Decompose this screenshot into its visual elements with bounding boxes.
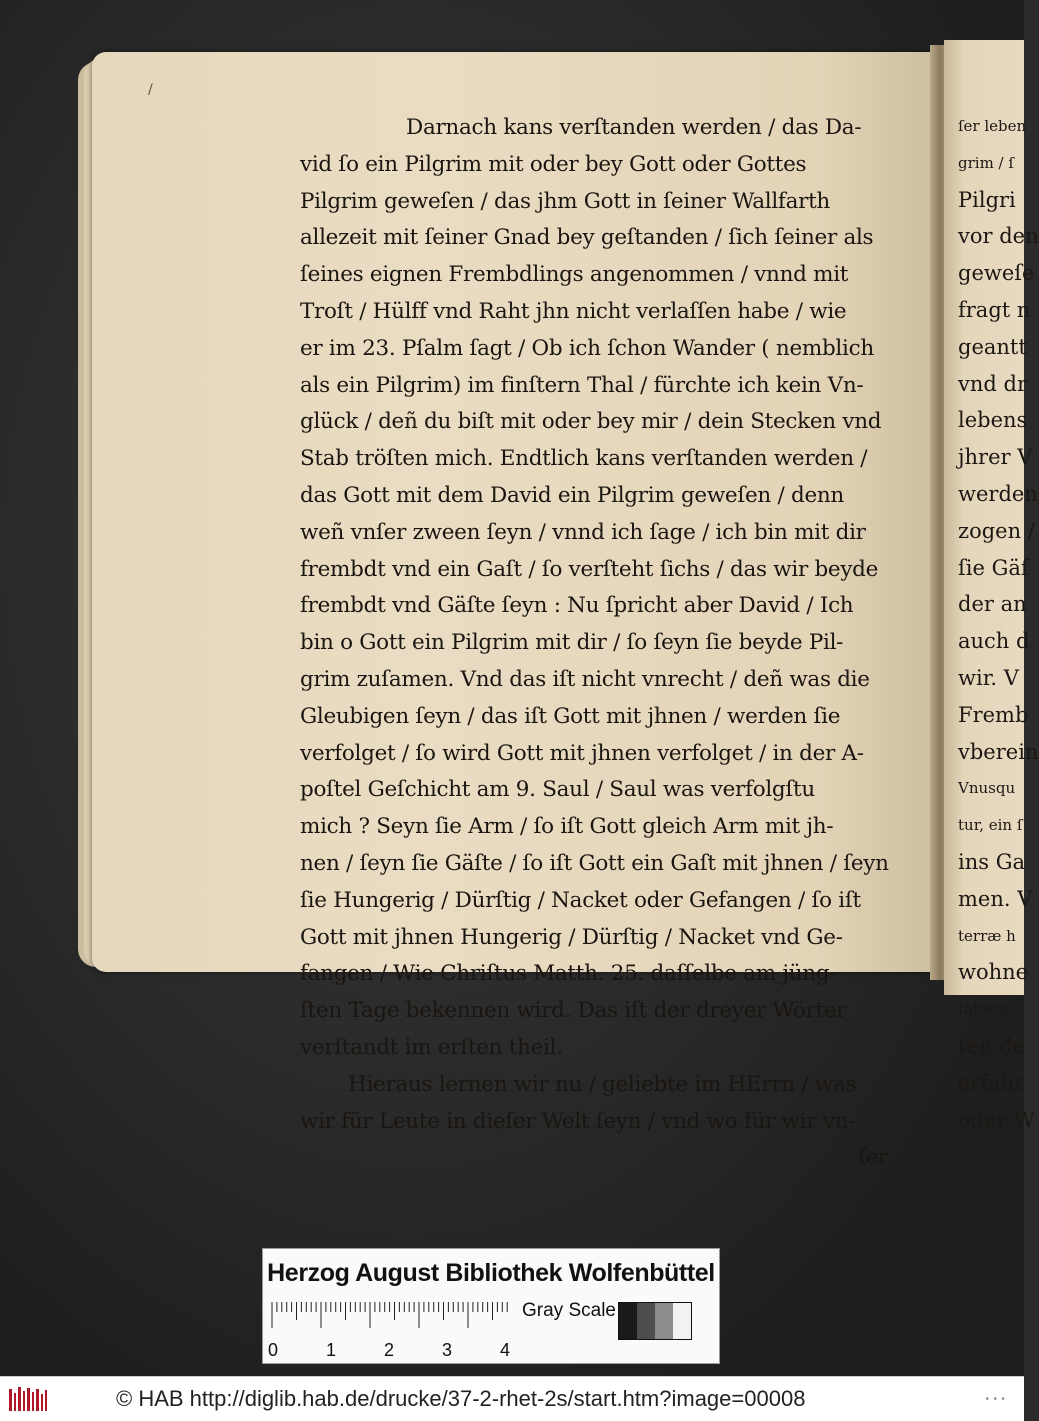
copyright-url[interactable]: © HAB http://diglib.hab.de/drucke/37-2-rhet-2s/start.htm?image=00008 bbox=[116, 1386, 806, 1411]
text-line: verſtandt im erſten theil. bbox=[300, 1034, 563, 1060]
text-line: das Gott mit dem David ein Pilgrim geweſen / denn bbox=[300, 482, 844, 508]
text-line: grim zuſamen. Vnd das iſt nicht vnrecht / deñ was die bbox=[300, 666, 870, 692]
gray-patch bbox=[655, 1303, 673, 1339]
next-page-line: werden bbox=[958, 481, 1038, 506]
next-page-line: der an bbox=[958, 592, 1027, 617]
ruler-number: 0 bbox=[268, 1340, 279, 1360]
ruler-number: 3 bbox=[442, 1340, 453, 1360]
ruler-number: 2 bbox=[384, 1340, 395, 1360]
ruler-number: 1 bbox=[326, 1340, 337, 1360]
text-line: bin o Gott ein Pilgrim mit dir / ſo ſeyn ſie beyde Pil- bbox=[300, 630, 844, 656]
next-page-line: tabern. bbox=[958, 1000, 1014, 1019]
text-line: poſtel Geſchicht am 9. Saul / Saul was verfolgſtu bbox=[300, 777, 815, 803]
text-line: allezeit mit ſeiner Gnad bey geſtanden / ſich ſeiner als bbox=[300, 225, 874, 251]
ruler-number: 4 bbox=[500, 1340, 511, 1360]
next-page-line: wir. V bbox=[958, 665, 1019, 690]
text-line: er im 23. Pſalm ſagt / Ob ich ſchon Wander ( nemblich bbox=[300, 335, 874, 361]
next-page-line: ſie Gäſ bbox=[958, 555, 1029, 580]
text-line: Troſt / Hülff vnd Raht jhn nicht verlaſſen habe / wie bbox=[300, 298, 847, 324]
next-page-line: vberein bbox=[958, 739, 1039, 764]
text-line: ſten Tage bekennen wird. Das iſt der dreyer Wörter bbox=[300, 998, 847, 1024]
next-page-line: geweſe bbox=[958, 261, 1035, 286]
next-page-line: erfahr bbox=[958, 1070, 1025, 1095]
text-line: Hieraus lernen wir nu / geliebte im HErrn / was bbox=[348, 1071, 857, 1097]
text-line: Darnach kans verſtanden werden / das Da- bbox=[406, 115, 862, 140]
text-line: ſer bbox=[857, 1145, 888, 1171]
next-page-line: men. V bbox=[958, 886, 1033, 911]
ruler-ticks bbox=[270, 1300, 514, 1330]
next-page-line: tur, ein ſ bbox=[958, 816, 1023, 835]
next-page-line: vnd dr bbox=[958, 371, 1027, 396]
next-page-line: Pilgri bbox=[958, 187, 1016, 212]
next-page-line: zogen / bbox=[958, 518, 1035, 543]
text-line: Stab tröſten mich. Endtlich kans verſtanden werden / bbox=[300, 446, 868, 472]
gray-scale-label: Gray Scale bbox=[522, 1300, 616, 1321]
next-page-line: lebens bbox=[958, 408, 1028, 433]
text-line: fangen / Wie Chriſtus Matth. 25. daſſelbe am jüng- bbox=[300, 961, 837, 987]
text-line: mich ? Seyn ſie Arm / ſo iſt Gott gleich Arm mit jh- bbox=[300, 814, 834, 840]
gray-patch bbox=[637, 1303, 655, 1339]
page-text bbox=[300, 110, 910, 1177]
card-title: Herzog August Bibliothek Wolfenbüttel bbox=[267, 1259, 715, 1287]
next-page-line: jhrer V bbox=[958, 445, 1033, 470]
text-line: als ein Pilgrim) im finſtern Thal / fürchte ich kein Vn- bbox=[300, 372, 864, 398]
gray-patch bbox=[673, 1303, 691, 1339]
text-line: verfolget / ſo wird Gott mit jhnen verfolget / in der A- bbox=[300, 740, 864, 766]
viewer-footer bbox=[0, 1376, 1024, 1421]
next-page-line: vor den bbox=[958, 224, 1039, 249]
gray-scale-patches bbox=[618, 1302, 692, 1340]
next-page-line: ſer leben bbox=[958, 117, 1027, 135]
next-page-line: Vnusqu bbox=[958, 779, 1016, 798]
next-page-line: Fremb bbox=[958, 702, 1029, 727]
paper-speck: / bbox=[148, 82, 153, 98]
next-page-line: oder W bbox=[958, 1107, 1035, 1132]
gray-patch bbox=[619, 1303, 637, 1339]
text-line: nen / ſeyn ſie Gäſte / ſo iſt Gott ein Gaſt mit jhnen / ſeyn bbox=[300, 850, 889, 876]
text-line: wir für Leute in dieſer Welt ſeyn / vnd wo für wir vn- bbox=[300, 1108, 856, 1134]
next-page-line: wohne bbox=[958, 960, 1029, 985]
next-page-line: ins Ga bbox=[958, 849, 1025, 874]
text-line: ſie Hungerig / Dürſtig / Nacket oder Gefangen / ſo iſt bbox=[300, 887, 861, 913]
text-line: Gott mit jhnen Hungerig / Dürſtig / Nacket vnd Ge- bbox=[300, 924, 843, 950]
hab-logo-icon bbox=[8, 1385, 48, 1413]
next-page-line: terræ h bbox=[958, 926, 1016, 945]
next-page-line: fragt n bbox=[958, 297, 1031, 322]
text-line: glück / deñ du biſt mit oder bey mir / dein Stecken vnd bbox=[300, 409, 882, 435]
text-line: ſeines eignen Frembdlings angenommen / vnnd mit bbox=[300, 262, 849, 288]
next-page-text bbox=[958, 108, 1039, 1138]
next-page-line: grim / ſ bbox=[958, 153, 1014, 172]
next-page-line: auch d bbox=[958, 629, 1030, 654]
text-line: frembdt vnd Gäſte ſeyn : Nu ſpricht aber David / Ich bbox=[300, 593, 854, 619]
text-line: weñ vnſer zween ſeyn / vnnd ich ſage / ich bin mit dir bbox=[300, 519, 866, 545]
text-line: frembdt vnd ein Gaſt / ſo verſteht ſichs / das wir beyde bbox=[300, 556, 879, 582]
text-line: Gleubigen ſeyn / das iſt Gott mit jhnen / werden ſie bbox=[300, 703, 841, 729]
more-icon[interactable]: ••• bbox=[984, 1394, 1008, 1405]
text-line: Pilgrim geweſen / das jhm Gott in ſeiner Wallfarth bbox=[300, 188, 830, 214]
text-line: vid ſo ein Pilgrim mit oder bey Gott oder Gottes bbox=[300, 151, 807, 177]
next-page-line: geantt bbox=[958, 334, 1027, 359]
next-page-line: ten de bbox=[958, 1033, 1025, 1058]
